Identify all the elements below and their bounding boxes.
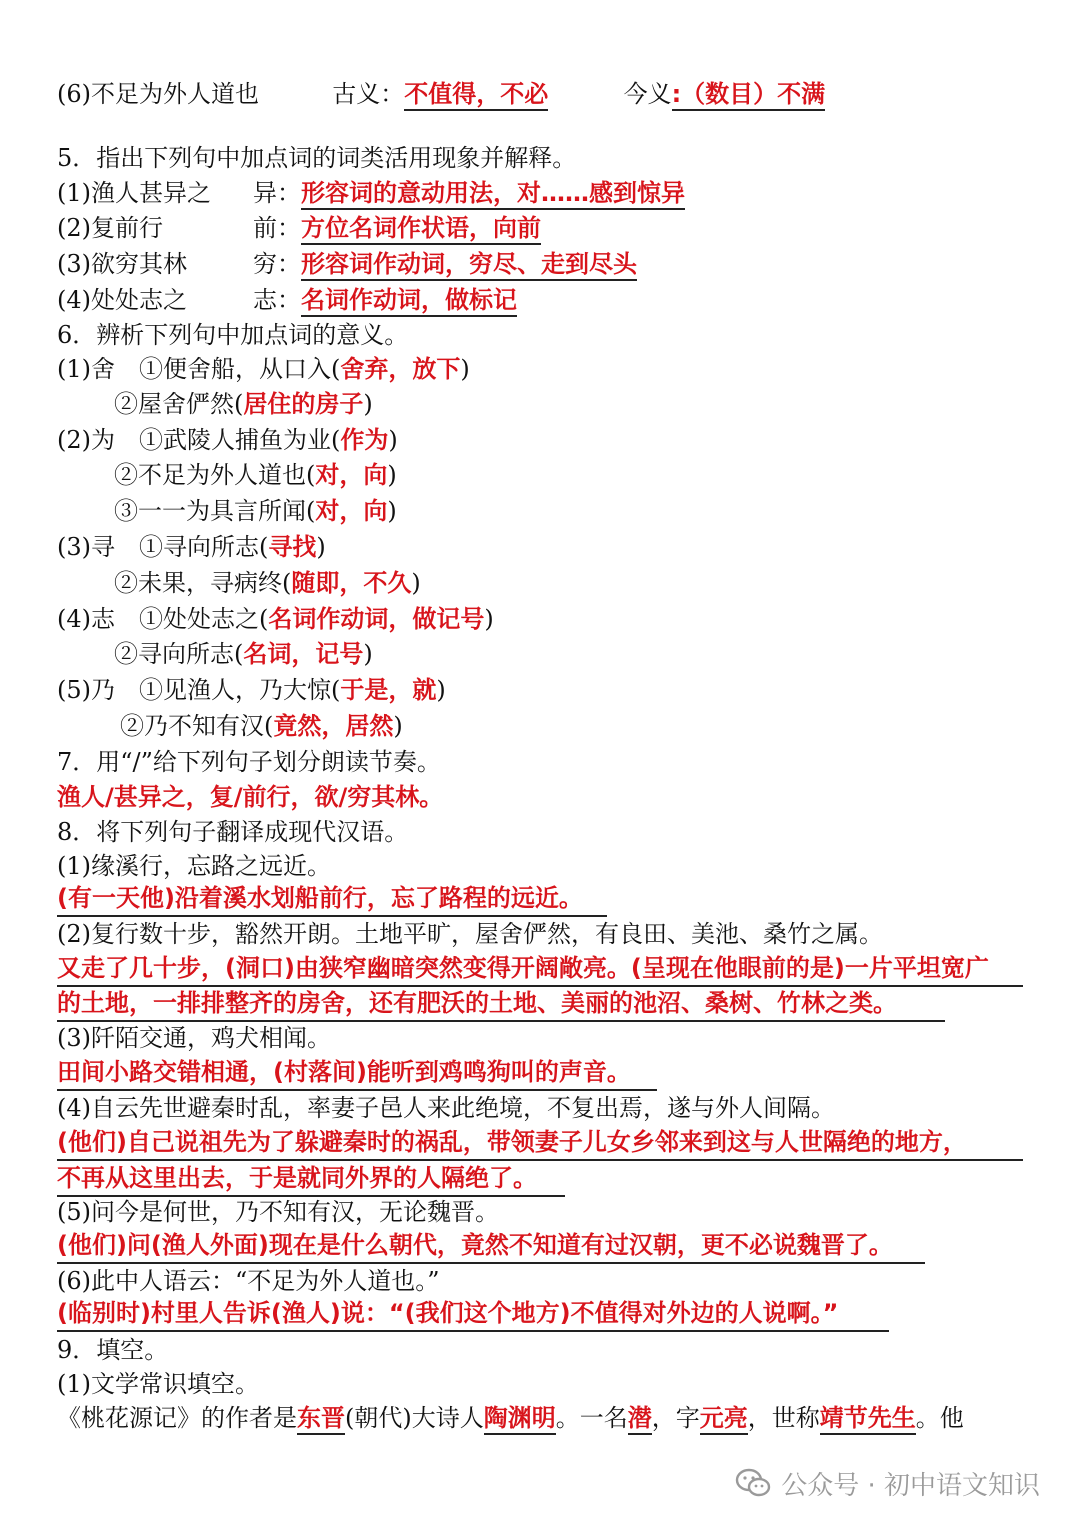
q5-answer: 形容词作动词，穷尽、走到尽头	[301, 250, 637, 281]
q8-answer-3	[57, 1056, 657, 1088]
q6-paren: )	[363, 390, 373, 418]
jin-label: 今义	[623, 80, 672, 108]
q8-answer-1	[57, 882, 607, 914]
q6-line	[114, 388, 373, 420]
jin-answer: :（数目）不满	[672, 80, 826, 111]
q6-answer: 对，向	[315, 461, 388, 489]
q6-sentence: ②寻向所志(	[114, 640, 244, 668]
fill-text: 《桃花源记》的作者是	[57, 1404, 297, 1432]
q5-item	[57, 177, 685, 209]
q8-sentence-3: (3)阡陌交通，鸡犬相闻。	[57, 1024, 331, 1052]
q8-answer-4a	[57, 1126, 1023, 1158]
q5-item	[57, 248, 637, 280]
q7-answer: 渔人/甚异之，复/前行，欲/穷其林。	[57, 783, 444, 811]
q5-answer: 形容词的意动用法，对……感到惊异	[301, 179, 685, 210]
gu-label: 古义：	[332, 80, 405, 108]
q5-answer: 方位名词作状语，向前	[301, 214, 541, 245]
q4-sentence: (6)不足为外人道也	[57, 80, 259, 108]
q6-sentence: ②屋舍俨然(	[114, 390, 244, 418]
q6-paren: )	[411, 569, 421, 597]
q6-paren: )	[388, 426, 398, 454]
q5-sentence: (4)处处志之	[57, 286, 187, 314]
q6-sentence: (2)为 ①武陵人捕鱼为业(	[57, 426, 341, 454]
translation: 田间小路交错相通，(村落间)能听到鸡鸣狗叫的声音。	[57, 1057, 657, 1091]
q5-title: 5．指出下列句中加点词的词类活用现象并解释。	[57, 144, 577, 172]
q6-sentence: (3)寻 ①寻向所志(	[57, 533, 269, 561]
q6-line	[57, 353, 470, 385]
q5-answer: 名词作动词，做标记	[301, 286, 517, 317]
q8-sentence-5: (5)问今是何世，乃不知有汉，无论魏晋。	[57, 1198, 499, 1226]
q6-answer: 名词，记号	[243, 640, 364, 668]
q8-answer-2b	[57, 987, 945, 1019]
translation: (他们)自己说祖先为了躲避秦时的祸乱，带领妻子儿女乡邻来到这与人世隔绝的地方，	[57, 1127, 1023, 1161]
q6-paren: )	[316, 533, 326, 561]
q5-word: 志：	[253, 286, 301, 314]
q6-sentence: (1)舍 ①便舍船，从口入(	[57, 355, 341, 383]
q6-answer: 舍弃，放下	[340, 355, 461, 383]
translation: (临别时)村里人告诉(渔人)说：“(我们这个地方)不值得对外边的人说啊。”	[57, 1298, 889, 1332]
q7-title: 7．用“/”给下列句子划分朗读节奏。	[57, 748, 441, 776]
q6-answer: 随即，不久	[291, 569, 412, 597]
q6-paren: )	[387, 497, 397, 525]
q6-line	[57, 424, 398, 456]
q6-sentence: ②乃不知有汉(	[120, 712, 274, 740]
fill-text: 。他	[915, 1404, 964, 1432]
q6-line	[57, 531, 326, 563]
q6-line	[120, 710, 403, 742]
q6-answer: 对，向	[315, 497, 388, 525]
translation: 又走了几十步，(洞口)由狭窄幽暗突然变得开阔敞亮。(呈现在他眼前的是)一片平坦宽广	[57, 953, 1023, 987]
q9-subtitle: (1)文学常识填空。	[57, 1370, 259, 1398]
watermark-text: 公众号 · 初中语文知识	[781, 1470, 1040, 1501]
q6-line	[114, 495, 397, 527]
translation: (他们)问(渔人外面)现在是什么朝代，竟然不知道有过汉朝，更不必说魏晋了。	[57, 1230, 925, 1264]
q5-item	[57, 284, 517, 316]
q5-sentence: (3)欲穷其林	[57, 250, 187, 278]
q6-sentence: ②未果，寻病终(	[114, 569, 292, 597]
q6-answer: 寻找	[268, 533, 317, 561]
q6-line	[114, 567, 421, 599]
q6-line	[114, 459, 397, 491]
q6-line	[57, 674, 446, 706]
wechat-icon	[733, 1463, 773, 1503]
q5-word: 前：	[253, 214, 301, 242]
q6-answer: 名词作动词，做记号	[268, 605, 485, 633]
translation: (有一天他)沿着溪水划船前行，忘了路程的远近。	[57, 883, 607, 917]
q6-paren: )	[436, 676, 446, 704]
q6-line	[114, 638, 373, 670]
q8-sentence-2: (2)复行数十步，豁然开朗。土地平旷，屋舍俨然，有良田、美池、桑竹之属。	[57, 920, 883, 948]
q6-paren: )	[387, 461, 397, 489]
q6-paren: )	[484, 605, 494, 633]
q8-answer-2a	[57, 952, 1023, 984]
q5-word: 穷：	[253, 250, 301, 278]
q4-item-6	[57, 78, 825, 110]
q8-sentence-4: (4)自云先世避秦时乱，率妻子邑人来此绝境，不复出焉，遂与外人间隔。	[57, 1094, 835, 1122]
translation: 不再从这里出去，于是就同外界的人隔绝了。	[57, 1163, 565, 1197]
q6-answer: 竟然，居然	[273, 712, 394, 740]
q6-paren: )	[363, 640, 373, 668]
q6-answer: 作为	[340, 426, 389, 454]
fill-answer: 元亮	[700, 1404, 748, 1435]
q8-answer-6	[57, 1297, 889, 1329]
q6-line	[57, 603, 494, 635]
q8-title: 8．将下列句子翻译成现代汉语。	[57, 818, 409, 846]
watermark	[733, 1463, 1040, 1503]
q6-sentence: (5)乃 ①见渔人，乃大惊(	[57, 676, 341, 704]
fill-answer: 靖节先生	[820, 1404, 916, 1435]
q6-sentence: (4)志 ①处处志之(	[57, 605, 269, 633]
q6-answer: 居住的房子	[243, 390, 364, 418]
fill-text: (朝代)大诗人	[345, 1404, 484, 1432]
fill-answer: 潜	[628, 1404, 652, 1435]
fill-text: ，字	[651, 1404, 700, 1432]
q9-title: 9．填空。	[57, 1336, 169, 1364]
q8-answer-5	[57, 1229, 925, 1261]
q5-sentence: (2)复前行	[57, 214, 163, 242]
gu-answer: 不值得，不必	[404, 80, 548, 111]
q6-paren: )	[393, 712, 403, 740]
q9-fill-line	[57, 1402, 964, 1434]
q5-word: 异：	[253, 179, 301, 207]
fill-answer: 陶渊明	[484, 1404, 556, 1435]
fill-text: ，世称	[747, 1404, 820, 1432]
q8-sentence-6: (6)此中人语云：“不足为外人道也。”	[57, 1267, 440, 1295]
fill-answer: 东晋	[297, 1404, 345, 1435]
q5-item	[57, 212, 541, 244]
fill-text: 。一名	[555, 1404, 628, 1432]
translation: 的土地，一排排整齐的房舍，还有肥沃的土地、美丽的池沼、桑树、竹林之类。	[57, 988, 945, 1022]
q6-title: 6．辨析下列句中加点词的意义。	[57, 321, 409, 349]
q6-sentence: ②不足为外人道也(	[114, 461, 316, 489]
q8-answer-4b	[57, 1162, 565, 1194]
q8-sentence-1: (1)缘溪行，忘路之远近。	[57, 852, 331, 880]
q5-sentence: (1)渔人甚异之	[57, 179, 211, 207]
q6-sentence: ③一一为具言所闻(	[114, 497, 316, 525]
q6-paren: )	[460, 355, 470, 383]
q6-answer: 于是，就	[340, 676, 437, 704]
